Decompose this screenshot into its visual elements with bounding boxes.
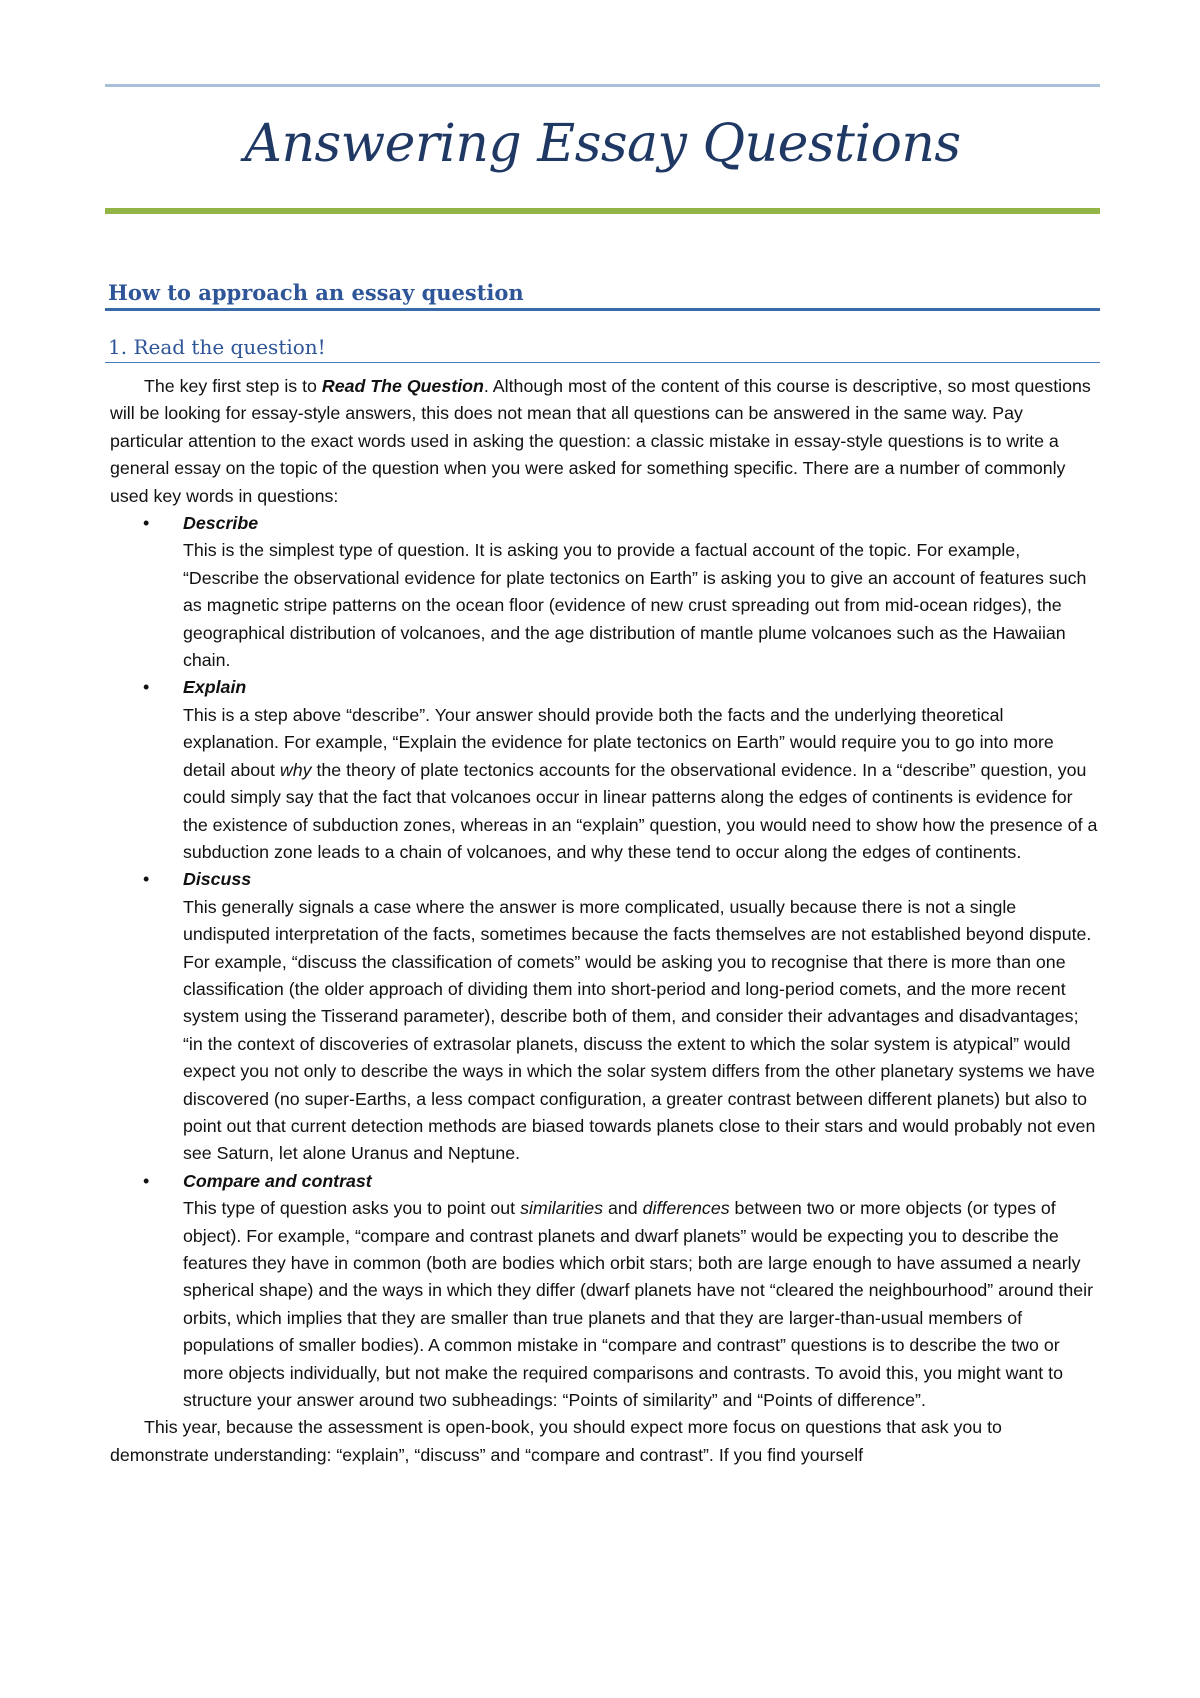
- term-text-part: between two or more objects (or types of object). For example, “compare and contrast planets and dwarf planets” would be expecting you to describe the features they have in common (both are bodies which orbit stars; both are large enough to have assumed a nearly spherical shape) and the ways in which they differ (dwarf planets have not “cleared the neighbourhood” around their orbits, which implies that they are smaller than true planets and that they are larger-than-usual members of populations of smaller bodies). A common mistake in “compare and contrast” questions is to describe the two or more objects individually, but not make the required comparisons and contrasts. To avoid this, you might want to structure your answer around two subheadings: “Points of similarity” and “Points of difference”.: [183, 1198, 1094, 1411]
- list-item-compare-and-contrast: [143, 1168, 1100, 1415]
- term-label: Compare and contrast: [183, 1170, 372, 1191]
- list-item-describe: [143, 510, 1100, 674]
- term-text-part: This type of question asks you to point out: [183, 1198, 521, 1219]
- intro-paragraph: [110, 373, 1100, 510]
- closing-paragraph: This year, because the assessment is open-book, you should expect more focus on questions that ask you to demonstrate understanding: “explain”, “discuss” and “compare and contrast”. If you find yourself: [110, 1417, 1002, 1465]
- bullet-icon: •: [143, 1170, 150, 1191]
- term-emphasis: similarities: [520, 1198, 604, 1219]
- title-underline: [105, 208, 1100, 214]
- term-description: This generally signals a case where the answer is more complicated, usually because there is not a single undisputed interpretation of the facts, sometimes because the facts themselves are not established beyond dispute. For example, “discuss the classification of comets” would be asking you to recognise that there is more than one classification (the older approach of dividing them into short-period and long-period comets, and the more recent system using the Tisserand parameter), describe both of them, and consider their advantages and disadvantages; “in the context of discoveries of extrasolar planets, discuss the extent to which the solar system is atypical” would expect you not only to describe the ways in which the solar system differs from the other planetary systems we have discovered (no super-Earths, a less compact configuration, a greater contrast between different planets) but also to point out that current detection methods are biased towards planets close to their stars and would probably not even see Saturn, let alone Uranus and Neptune.: [183, 896, 1096, 1164]
- bullet-icon: •: [143, 513, 150, 534]
- key-words-list: [110, 510, 1100, 1414]
- document-title: Answering Essay Questions: [244, 114, 961, 174]
- list-item-discuss: [143, 866, 1100, 1167]
- term-text-part: and: [603, 1198, 643, 1219]
- term-label: Describe: [183, 513, 259, 534]
- section-heading-rule: [105, 308, 1100, 311]
- bullet-icon: •: [143, 677, 150, 698]
- subsection-heading-rule: [105, 362, 1100, 363]
- bullet-icon: •: [143, 869, 150, 890]
- intro-text-a: The key first step is to: [144, 376, 322, 396]
- term-description: [183, 1195, 1100, 1414]
- section-heading: How to approach an essay question: [108, 280, 524, 305]
- term-description: This is the simplest type of question. It is asking you to provide a factual account of the topic. For example, “Describe the observational evidence for plate tectonics on Earth” is asking you to give an account of features such as magnetic stripe patterns on the ocean floor (evidence of new crust spreading out from mid-ocean ridges), the geographical distribution of volcanoes, and the age distribution of mantle plume volcanoes such as the Hawaiian chain.: [183, 540, 1087, 671]
- term-label: Explain: [183, 677, 247, 698]
- term-label: Discuss: [183, 869, 252, 890]
- intro-text-c: . Although most of the content of this course is descriptive, so most questions will be looking for essay-style answers, this does not mean that all questions can be answered in the same way. Pay particular attention to the exact words used in asking the question: a classic mistake in essay-style questions is to write a general essay on the topic of the question when you were asked for something specific. There are a number of commonly used key words in questions:: [110, 376, 1091, 506]
- term-emphasis: why: [279, 759, 312, 780]
- document-body: [110, 373, 1100, 1469]
- subsection-heading: 1. Read the question!: [108, 335, 326, 359]
- top-rule: [105, 84, 1100, 87]
- list-item-explain: [143, 674, 1100, 866]
- term-emphasis: differences: [642, 1198, 730, 1219]
- term-description: [183, 702, 1100, 866]
- term-text-part: This is a step above “describe”. Your answer should provide both the facts and the underlying theoretical explanation. For example, “Explain the evidence for plate tectonics on Earth” would require you to go into more detail about: [183, 704, 1054, 780]
- intro-emphasis: Read The Question: [321, 376, 484, 396]
- term-text-part: the theory of plate tectonics accounts for the observational evidence. In a “describe” question, you could simply say that the fact that volcanoes occur in linear patterns along the edges of continents is evidence for the existence of subduction zones, whereas in an “explain” question, you would need to show how the presence of a subduction zone leads to a chain of volcanoes, and why these tend to occur along the edges of continents.: [183, 759, 1098, 862]
